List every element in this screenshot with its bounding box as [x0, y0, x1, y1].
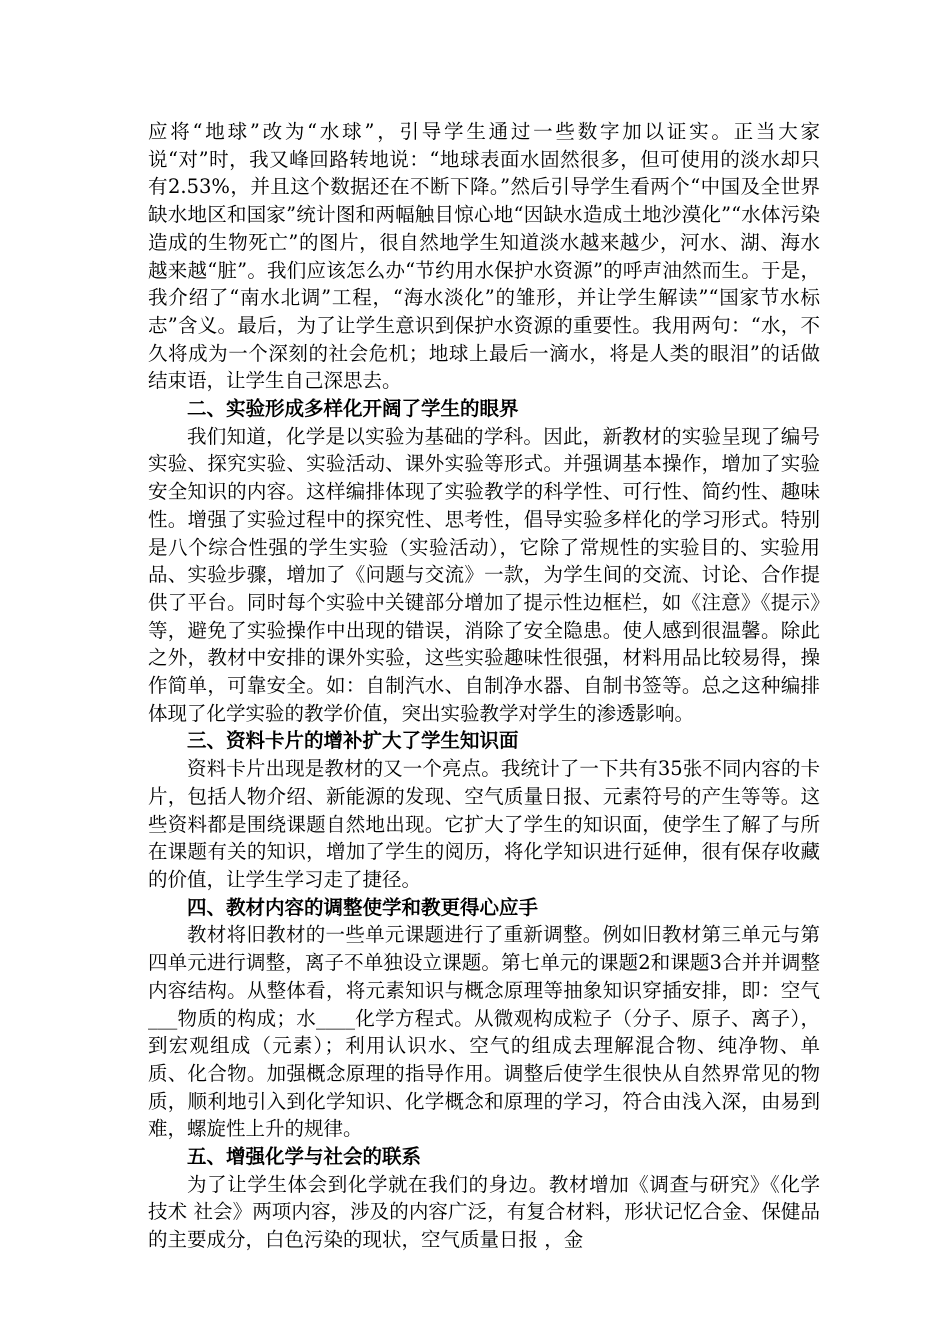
paragraph-info-cards: 资料卡片出现是教材的又一个亮点。我统计了一下共有35张不同内容的卡片，包括人物介绍、新能源的发现、空气质量日报、元素符号的产生等等。这些资料都是围绕课题自然地出现。它扩大了学生的知识面，使学生了解了与所在课题有关的知识，增加了学生的阅历，将化学知识进行延伸，很有保存收藏的价值，让学生学习走了捷径。 — [148, 757, 820, 891]
paragraph-content-adjustment: 教材将旧教材的一些单元课题进行了重新调整。例如旧教材第三单元与第四单元进行调整，离子不单独设立课题。第七单元的课题2和课题3合并并调整内容结构。从整体看，将元素知识与概念原理等抽象知识穿插安排，即：空气___物质的构成；水____化学方程式。从微观构成粒子（分子、原子、离子），到宏观组成（元素）；利用认识水、空气的组成去理解混合物、纯净物、单质、化合物。加强概念原理的指导作用。调整后使学生很快从自然界常见的物质，顺利地引入到化学知识、化学概念和原理的学习，符合由浅入深，由易到难，螺旋性上升的规律。 — [148, 923, 820, 1141]
section-heading-2: 二、实验形成多样化开阔了学生的眼界 — [187, 397, 519, 421]
paragraph-society-link: 为了让学生体会到化学就在我们的身边。教材增加《调查与研究》《化学 技术 社会》两项内容，涉及的内容广泛，有复合材料，形状记忆合金、保健品的主要成分，白色污染的现状，空气质量日报 ，金 — [148, 1172, 820, 1252]
document-page — [148, 118, 820, 1254]
section-heading-5: 五、增强化学与社会的联系 — [187, 1145, 422, 1169]
section-heading-4: 四、教材内容的调整使学和教更得心应手 — [187, 895, 539, 919]
section-heading-3: 三、资料卡片的增补扩大了学生知识面 — [187, 729, 519, 753]
paragraph-intro-continued: 应将“地球”改为“水球”，引导学生通过一些数字加以证实。正当大家说“对”时，我又峰回路转地说：“地球表面水固然很多，但可使用的淡水却只有2.53%，并且这个数据还在不断下降。”然后引导学生看两个“中国及全世界缺水地区和国家”统计图和两幅触目惊心地“因缺水造成土地沙漠化”“水体污染造成的生物死亡”的图片，很自然地学生知道淡水越来越少，河水、湖、海水越来越“脏”。我们应该怎么办“节约用水保护水资源”的呼声油然而生。于是，我介绍了“南水北调”工程，“海水淡化”的雏形，并让学生解读”“国家节水标志”含义。最后，为了让学生意识到保护水资源的重要性。我用两句：“水，不久将成为一个深刻的社会危机；地球上最后一滴水，将是人类的眼泪”的话做结束语，让学生自己深思去。 — [148, 120, 820, 393]
paragraph-experiments: 我们知道，化学是以实验为基础的学科。因此，新教材的实验呈现了编号实验、探究实验、实验活动、课外实验等形式。并强调基本操作，增加了实验安全知识的内容。这样编排体现了实验教学的科学性、可行性、简约性、趣味性。增强了实验过程中的探究性、思考性，倡导实验多样化的学习形式。特别是八个综合性强的学生实验（实验活动），它除了常规性的实验目的、实验用品、实验步骤，增加了《问题与交流》一款，为学生间的交流、讨论、合作提供了平台。同时每个实验中关键部分增加了提示性边框栏，如《注意》《提示》等，避免了实验操作中出现的错误，消除了安全隐患。使人感到很温馨。除此之外，教材中安排的课外实验，这些实验趣味性很强，材料用品比较易得，操作简单，可靠安全。如：自制汽水、自制净水器、自制书签等。总之这种编排体现了化学实验的教学价值，突出实验教学对学生的渗透影响。 — [148, 424, 820, 725]
